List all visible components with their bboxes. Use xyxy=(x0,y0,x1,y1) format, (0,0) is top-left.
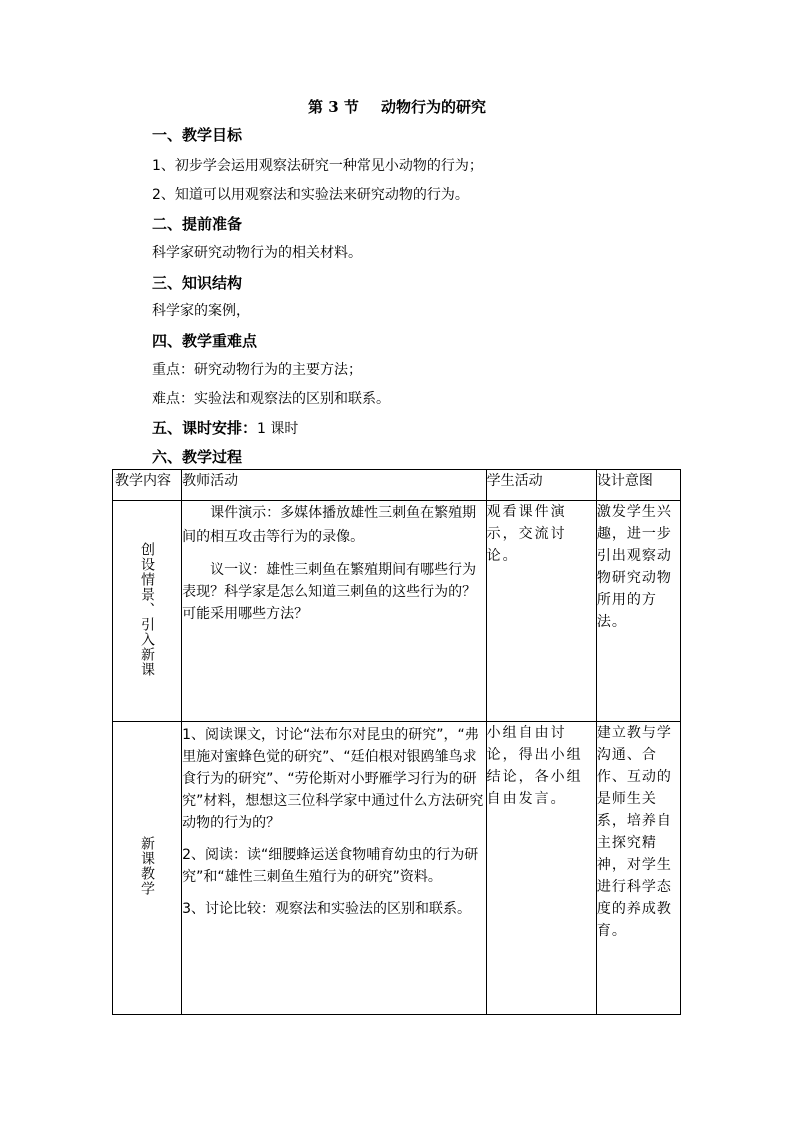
section-name: 动物行为的研究 xyxy=(380,98,486,116)
process-heading: 六、教学过程 xyxy=(152,448,243,466)
structure-heading: 三、知识结构 xyxy=(152,274,243,292)
header-content: 教学内容 xyxy=(113,470,182,501)
objectives-heading: 一、教学目标 xyxy=(152,126,243,144)
structure-text: 科学家的案例， xyxy=(152,303,250,319)
row1-teacher xyxy=(182,501,487,722)
row2-content: 新课教学 xyxy=(113,721,182,1014)
row1-teacher-para-1: 课件演示：多媒体播放雄性三刺鱼在繁殖期间的相互攻击等行为的录像。 xyxy=(182,505,477,546)
table-row xyxy=(113,501,681,722)
row2-teacher-para-1: 1、阅读课文，讨论“法布尔对昆虫的研究”，“弗里施对蜜蜂色觉的研究”、“廷伯根对银鸥雏鸟求食行为的研究”、“劳伦斯对小野雁学习行为的研究”材料，想想这三位科学家中通过什么方法研究动物的行为的？ xyxy=(182,726,484,831)
objective-item-1: 1、初步学会运用观察法研究一种常见小动物的行为； xyxy=(152,158,483,174)
row2-teacher xyxy=(182,721,487,1014)
keypoints-heading: 四、教学重难点 xyxy=(152,332,258,350)
difficult-point: 难点：实验法和观察法的区别和联系。 xyxy=(152,391,390,407)
key-point: 重点：研究动物行为的主要方法； xyxy=(152,362,362,378)
row1-intent: 激发学生兴趣，进一步引出观察动物研究动物所用的方法。 xyxy=(596,501,680,722)
teaching-process-table xyxy=(112,469,681,1015)
row1-student: 观看课件演示，交流讨论。 xyxy=(486,501,596,722)
row2-intent: 建立教与学沟通、合作、互动的是师生关系，培养自主探究精神，对学生进行科学态度的养成教育。 xyxy=(596,721,680,1014)
row1-teacher-para-2: 议一议：雄性三刺鱼在繁殖期间有哪些行为表现？科学家是怎么知道三刺鱼的这些行为的？可能采用哪些方法？ xyxy=(182,562,477,623)
objective-item-2: 2、知道可以用观察法和实验法来研究动物的行为。 xyxy=(152,187,469,203)
row1-content: 创设情景、引入新课 xyxy=(113,501,182,722)
preparation-text: 科学家研究动物行为的相关材料。 xyxy=(152,245,362,261)
section-number: 第 3 节 xyxy=(308,98,359,116)
preparation-heading: 二、提前准备 xyxy=(152,215,243,233)
header-student: 学生活动 xyxy=(486,470,596,501)
row2-teacher-para-3: 3、讨论比较：观察法和实验法的区别和联系。 xyxy=(182,900,472,917)
row2-student: 小组自由讨论，得出小组结论，各小组自由发言。 xyxy=(486,721,596,1014)
table-header-row xyxy=(113,470,681,501)
schedule-value: 1 课时 xyxy=(257,421,299,437)
table-row xyxy=(113,721,681,1014)
page-title xyxy=(0,96,794,117)
schedule-heading: 五、课时安排： xyxy=(152,419,258,437)
header-teacher: 教师活动 xyxy=(182,470,487,501)
header-intent: 设计意图 xyxy=(596,470,680,501)
schedule-line xyxy=(152,417,298,438)
row2-teacher-para-2: 2、阅读：读“细腰蜂运送食物哺育幼虫的行为研究”和“雄性三刺鱼生殖行为的研究”资料。 xyxy=(182,846,479,885)
